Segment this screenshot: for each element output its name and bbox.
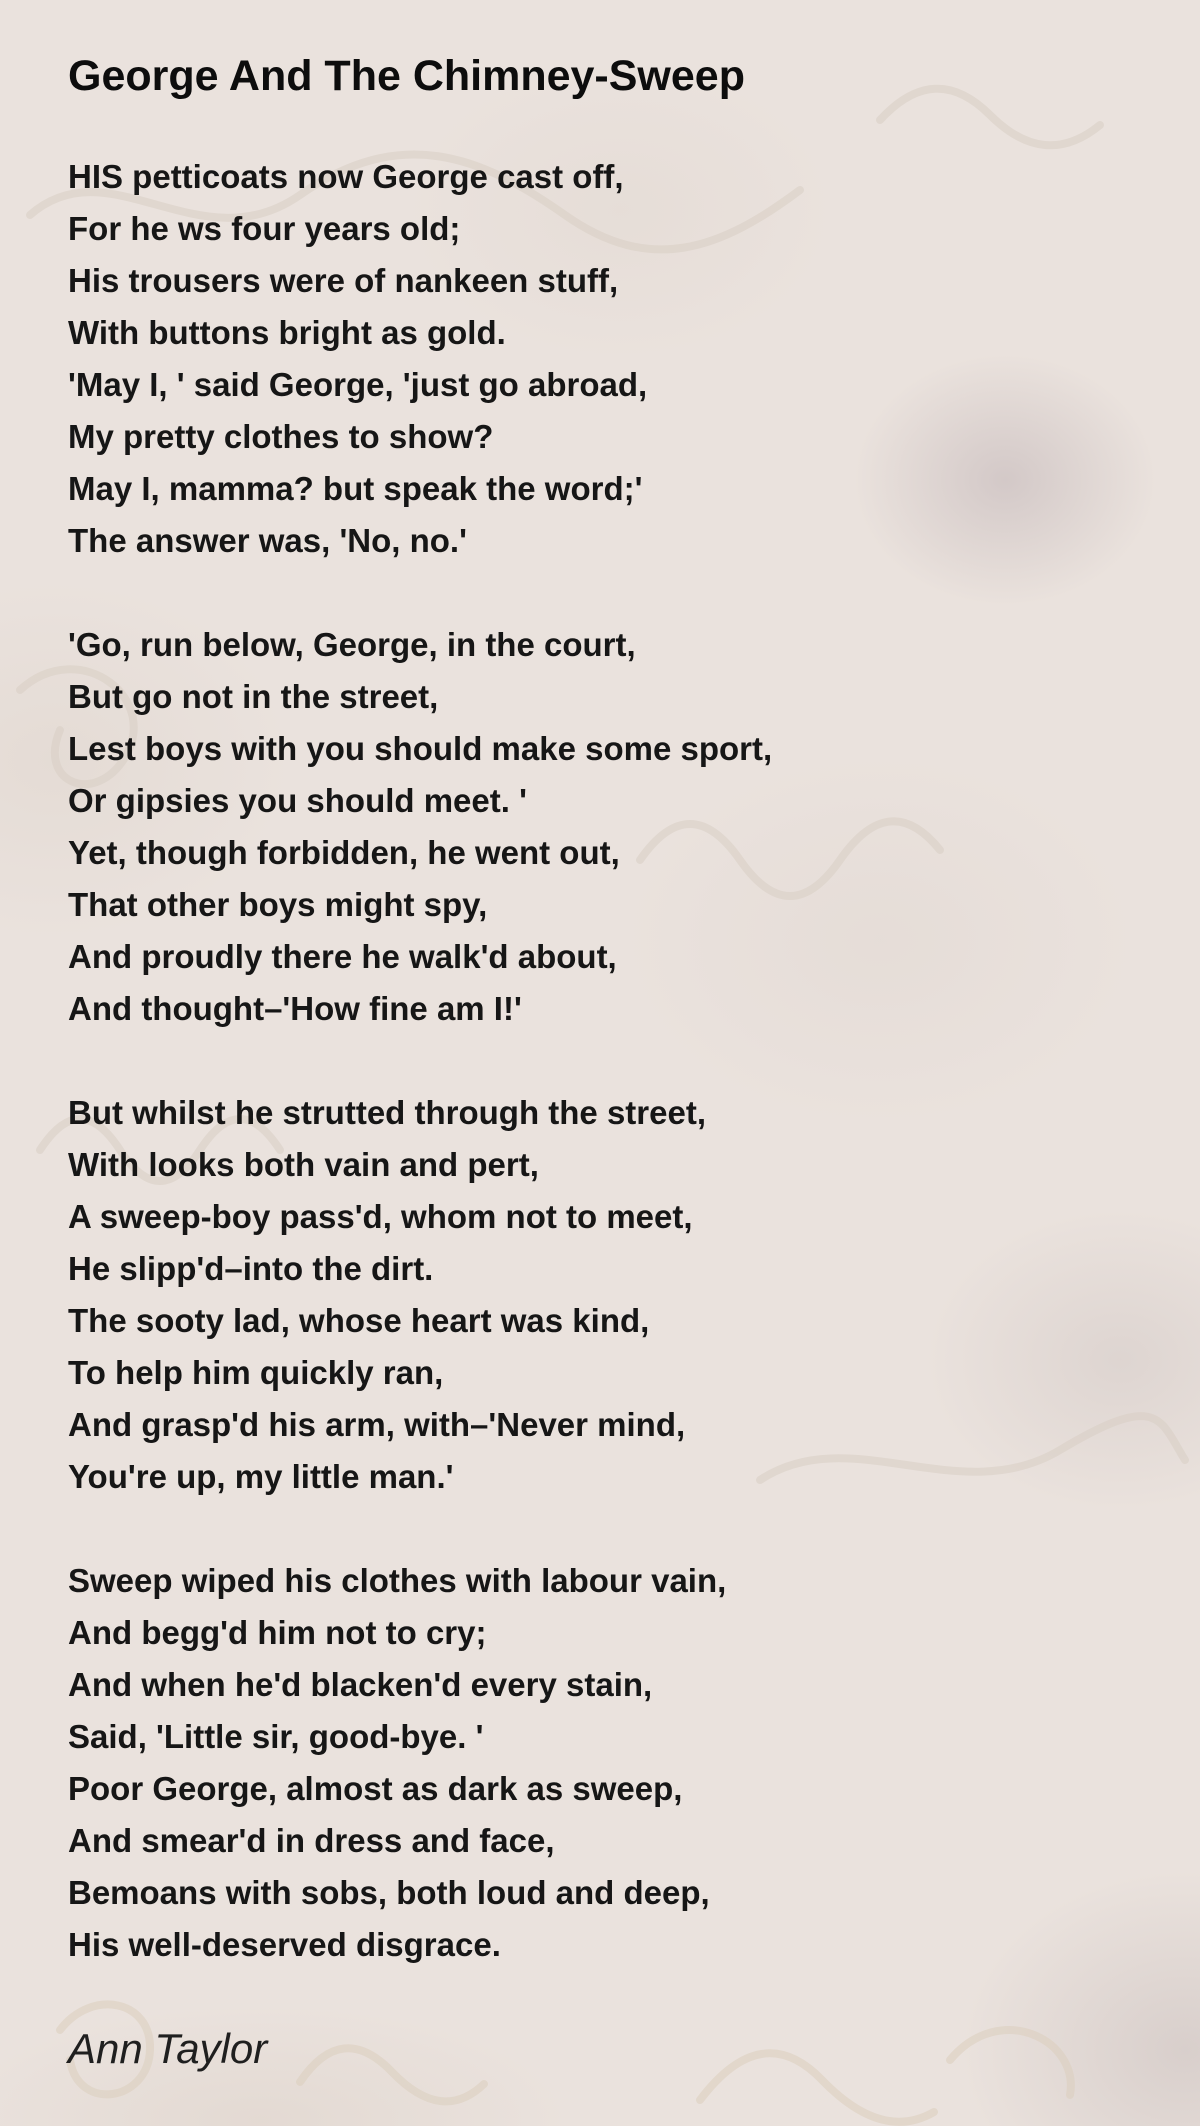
poem-line: But whilst he strutted through the street, bbox=[68, 1094, 707, 1131]
poem-line: And proudly there he walk'd about, bbox=[68, 938, 617, 975]
poem-line: 'Go, run below, George, in the court, bbox=[68, 626, 636, 663]
stanza-2 bbox=[68, 619, 1200, 1035]
poem-line: And thought–'How fine am I!' bbox=[68, 990, 522, 1027]
poem-line: 'May I, ' said George, 'just go abroad, bbox=[68, 366, 648, 403]
poem-line: But go not in the street, bbox=[68, 678, 439, 715]
stanza-4 bbox=[68, 1555, 1200, 1971]
poem-author: Ann Taylor bbox=[68, 2025, 268, 2072]
poem-line: And smear'd in dress and face, bbox=[68, 1822, 555, 1859]
poem-line: For he ws four years old; bbox=[68, 210, 461, 247]
poem-line: To help him quickly ran, bbox=[68, 1354, 444, 1391]
stanza-3 bbox=[68, 1087, 1200, 1503]
poem-line: Lest boys with you should make some sport, bbox=[68, 730, 773, 767]
poem-line: HIS petticoats now George cast off, bbox=[68, 158, 624, 195]
poem-line: May I, mamma? but speak the word;' bbox=[68, 470, 643, 507]
poem-line: The answer was, 'No, no.' bbox=[68, 522, 467, 559]
poem-line: Sweep wiped his clothes with labour vain, bbox=[68, 1562, 727, 1599]
poem-line: Yet, though forbidden, he went out, bbox=[68, 834, 620, 871]
poem-line: He slipp'd–into the dirt. bbox=[68, 1250, 434, 1287]
poem-line: Or gipsies you should meet. ' bbox=[68, 782, 527, 819]
poem-line: My pretty clothes to show? bbox=[68, 418, 494, 455]
poem-line: With buttons bright as gold. bbox=[68, 314, 506, 351]
poem-line: And grasp'd his arm, with–'Never mind, bbox=[68, 1406, 686, 1443]
poem-line: Said, 'Little sir, good-bye. ' bbox=[68, 1718, 484, 1755]
poem-line: That other boys might spy, bbox=[68, 886, 488, 923]
poem-line: A sweep-boy pass'd, whom not to meet, bbox=[68, 1198, 693, 1235]
poem-title: George And The Chimney-Sweep bbox=[68, 52, 745, 100]
poem-line: Poor George, almost as dark as sweep, bbox=[68, 1770, 683, 1807]
poem-line: His well-deserved disgrace. bbox=[68, 1926, 501, 1963]
poem-line: And when he'd blacken'd every stain, bbox=[68, 1666, 653, 1703]
poem-line: His trousers were of nankeen stuff, bbox=[68, 262, 619, 299]
poem-line: With looks both vain and pert, bbox=[68, 1146, 539, 1183]
stanza-1 bbox=[68, 151, 1200, 567]
poem-line: And begg'd him not to cry; bbox=[68, 1614, 487, 1651]
poem-line: You're up, my little man.' bbox=[68, 1458, 454, 1495]
poem-line: The sooty lad, whose heart was kind, bbox=[68, 1302, 650, 1339]
poem-line: Bemoans with sobs, both loud and deep, bbox=[68, 1874, 710, 1911]
